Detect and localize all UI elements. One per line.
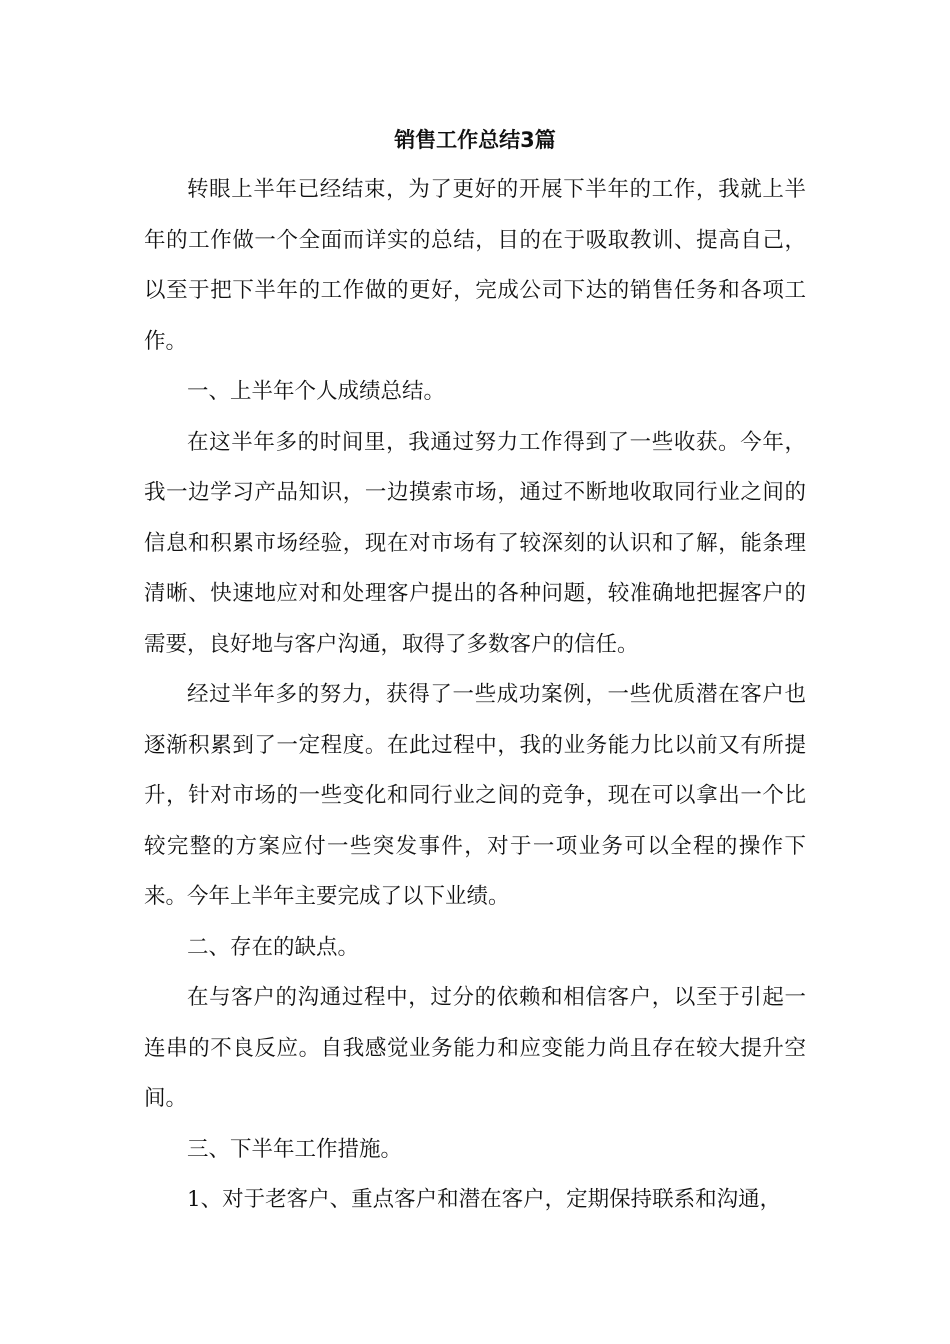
paragraph-measure-1: 1、对于老客户、重点客户和潜在客户，定期保持联系和沟通，: [187, 1187, 782, 1212]
section-heading-1: 一、上半年个人成绩总结。: [187, 379, 446, 404]
paragraph-progress: 经过半年多的努力，获得了一些成功案例，一些优质潜在客户也逐渐积累到了一定程度。在此过程中，我的业务能力比以前又有所提升，针对市场的一些变化和同行业之间的竞争，现在可以拿出一个比较完整的方案应付一些突发事件，对于一项业务可以全程的操作下来。今年上半年主要完成了以下业绩。: [144, 682, 806, 909]
paragraph-intro: 转眼上半年已经结束，为了更好的开展下半年的工作，我就上半年的工作做一个全面而详实的总结，目的在于吸取教训、提高自己，以至于把下半年的工作做的更好，完成公司下达的销售任务和各项工作。: [144, 177, 806, 354]
section-heading-2: 二、存在的缺点。: [187, 934, 360, 960]
document-title: 销售工作总结3篇: [394, 128, 556, 152]
section-heading-3: 三、下半年工作措施。: [187, 1136, 403, 1162]
paragraph-achievements: 在这半年多的时间里，我通过努力工作得到了一些收获。今年，我一边学习产品知识，一边摸索市场，通过不断地收取同行业之间的信息和积累市场经验，现在对市场有了较深刻的认识和了解，能条理清晰、快速地应对和处理客户提出的各种问题，较准确地把握客户的需要，良好地与客户沟通，取得了多数客户的信任。: [144, 429, 806, 657]
document-body: [144, 165, 806, 1226]
paragraph-shortcomings: 在与客户的沟通过程中，过分的依赖和相信客户，以至于引起一连串的不良反应。自我感觉业务能力和应变能力尚且存在较大提升空间。: [144, 985, 806, 1111]
